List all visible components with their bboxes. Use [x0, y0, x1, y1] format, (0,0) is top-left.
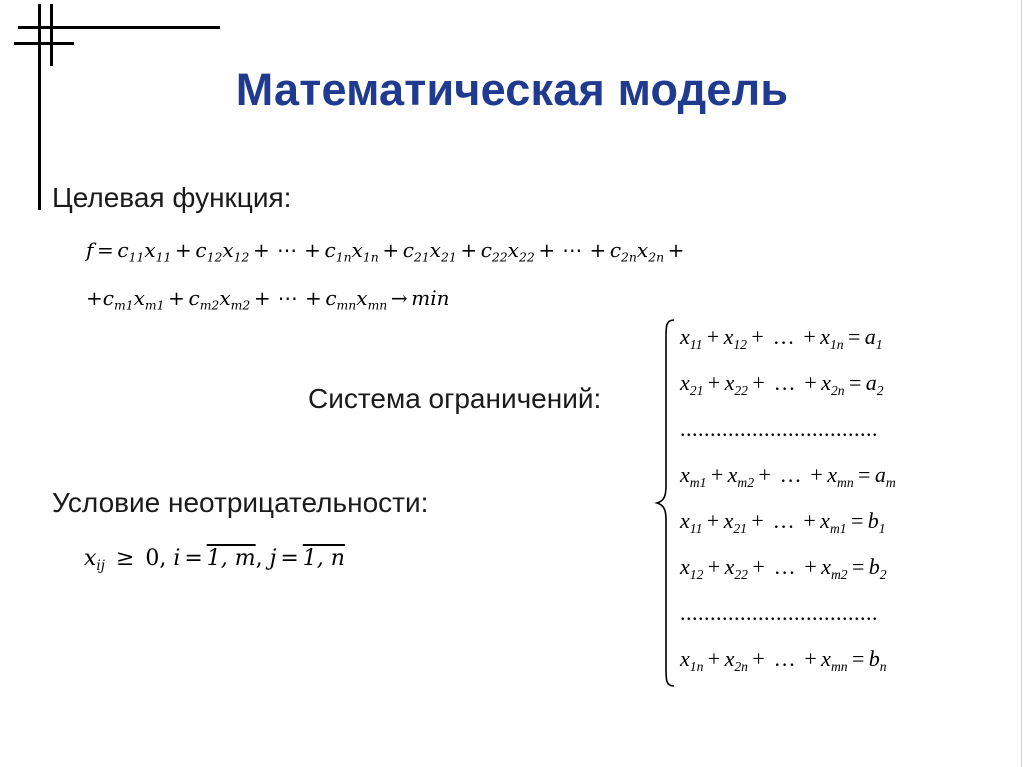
constraint-3-plus-2: + [810, 462, 823, 487]
constraint-0-ellipsis-2: … [772, 324, 795, 349]
constraint-1-ellipsis-2: … [773, 370, 796, 395]
nonneg-condition [84, 546, 345, 574]
objective-l1-sep-2: + [304, 238, 321, 262]
constraint-3-var-3: x [827, 462, 837, 487]
constraint-1-equals: = [848, 370, 862, 395]
constraint-3-plus-0: + [710, 462, 724, 487]
constraint-row-5 [680, 554, 887, 580]
constraint-1-rhs-sub: 2 [876, 382, 884, 398]
constraint-0-rhs-sub: 1 [875, 336, 883, 352]
constraint-4-plus-1: + [751, 508, 764, 533]
constraint-4-equals: = [850, 508, 864, 533]
objective-l1-var-sub-3: 1n [362, 249, 379, 265]
objective-equals: = [97, 238, 114, 262]
objective-heading: Целевая функция: [52, 182, 292, 213]
nonneg-rel: ≥ [115, 546, 135, 571]
nonneg-comma-2: , [255, 546, 263, 571]
objective-l2-sep-2: + [304, 286, 322, 310]
objective-l1-sep-5: + [538, 238, 556, 262]
constraint-5-sub-1: 22 [734, 566, 748, 582]
objective-l1-var-3: x [351, 238, 363, 262]
constraint-1-var-3: x [821, 370, 831, 395]
constraint-3-var-1: x [727, 462, 738, 487]
constraint-7-sub-3: mn [830, 658, 848, 674]
objective-l2-var-sub-0: m1 [144, 297, 165, 313]
nonneg-eq-1: = [184, 546, 203, 571]
constraint-3-plus-1: + [758, 462, 771, 487]
objective-l1-var-0: x [144, 238, 156, 262]
constraint-7-var-1: x [724, 646, 735, 671]
constraint-7-var-3: x [821, 646, 831, 671]
objective-l1-sep-7: + [667, 238, 685, 262]
objective-l2-var-sub-1: m2 [230, 297, 251, 313]
constraint-4-plus-0: + [706, 508, 720, 533]
constraint-3-var-0: x [680, 462, 690, 487]
constraint-7-plus-2: + [804, 646, 817, 671]
objective-l2-var-0: x [133, 286, 145, 310]
constraint-3-sub-0: m1 [689, 474, 707, 490]
nonneg-i: i [173, 546, 181, 571]
constraint-5-ellipsis-2: … [773, 554, 796, 579]
objective-lead-plus: + [86, 286, 103, 310]
objective-l1-coef-sub-4: 21 [413, 249, 430, 265]
constraint-5-plus-0: + [707, 554, 721, 579]
constraint-0-var-1: x [723, 324, 734, 349]
objective-l2-coef-0: c [102, 286, 114, 310]
constraint-0-plus-0: + [706, 324, 720, 349]
objective-l2-sep-1: + [253, 286, 271, 310]
constraint-5-equals: = [851, 554, 865, 579]
objective-l1-coef-7: c [609, 238, 622, 262]
nonneg-eq-2: = [280, 546, 299, 571]
constraint-4-sub-1: 21 [733, 520, 747, 536]
constraint-4-rhs: b [867, 508, 879, 533]
objective-l2-var-sub-3: mn [367, 297, 388, 313]
objective-l2-coef-sub-3: mn [336, 297, 357, 313]
objective-l2-var-1: x [219, 286, 231, 310]
constraint-7-equals: = [851, 646, 865, 671]
objective-l1-coef-0: c [117, 238, 129, 262]
constraint-4-sub-0: 11 [689, 520, 703, 536]
objective-l1-coef-sub-1: 12 [206, 249, 223, 265]
constraints-heading: Система ограничений: [308, 383, 602, 414]
constraint-5-sub-3: m2 [830, 566, 848, 582]
constraint-row-7 [680, 646, 887, 672]
constraint-7-sub-0: 1n [689, 658, 704, 674]
constraint-5-sub-0: 12 [689, 566, 704, 582]
objective-l1-sep-3: + [382, 238, 400, 262]
constraint-0-plus-2: + [803, 324, 816, 349]
objective-l1-var-2: ⋯ [276, 238, 297, 262]
objective-l2-sep-0: + [168, 286, 185, 310]
constraint-7-sub-1: 2n [734, 658, 748, 674]
objective-l1-sep-0: + [175, 238, 192, 262]
objective-l1-coef-4: c [402, 238, 414, 262]
constraint-row-1 [680, 370, 884, 396]
constraint-dots-2: ................................. [680, 416, 878, 441]
objective-l1-sep-4: + [460, 238, 478, 262]
objective-l1-var-7: x [636, 238, 649, 262]
constraint-1-plus-2: + [804, 370, 817, 395]
constraint-5-plus-1: + [752, 554, 765, 579]
objective-function-line-1 [86, 238, 688, 265]
objective-lhs: f [86, 238, 94, 262]
constraint-1-sub-1: 22 [734, 382, 748, 398]
constraint-7-plus-0: + [707, 646, 721, 671]
constraint-4-rhs-sub: 1 [878, 520, 886, 536]
nonneg-var-sub: ij [96, 557, 106, 574]
constraint-0-var-3: x [820, 324, 830, 349]
objective-l2-coef-sub-0: m1 [113, 297, 134, 313]
constraint-1-sub-3: 2n [830, 382, 845, 398]
decor-horizontal-line-short [14, 42, 74, 45]
constraint-7-var-0: x [680, 646, 690, 671]
objective-l1-var-sub-1: 12 [233, 249, 250, 265]
constraint-5-var-0: x [680, 554, 690, 579]
objective-l2-coef-sub-1: m2 [199, 297, 220, 313]
constraint-row-3 [680, 462, 896, 488]
objective-l1-coef-sub-5: 22 [491, 249, 508, 265]
objective-l1-coef-sub-7: 2n [621, 249, 637, 265]
constraint-7-plus-1: + [752, 646, 765, 671]
constraint-1-var-1: x [724, 370, 735, 395]
objective-l1-var-5: x [507, 238, 519, 262]
constraint-0-sub-3: 1n [829, 336, 844, 352]
objective-l1-var-6: ⋯ [562, 238, 583, 262]
objective-l1-var-sub-0: 11 [155, 249, 172, 265]
constraint-4-var-3: x [820, 508, 830, 533]
constraint-1-plus-1: + [752, 370, 765, 395]
objective-function-line-2 [86, 286, 450, 313]
constraint-4-plus-2: + [803, 508, 816, 533]
constraint-1-var-0: x [680, 370, 690, 395]
objective-l1-sep-1: + [253, 238, 270, 262]
constraint-3-equals: = [858, 462, 871, 487]
constraint-0-plus-1: + [751, 324, 764, 349]
objective-l1-var-sub-5: 22 [518, 249, 535, 265]
decor-horizontal-line-long [18, 26, 220, 29]
objective-l1-var-sub-4: 21 [440, 249, 457, 265]
nonneg-comma-1: , [159, 546, 167, 571]
constraint-5-var-1: x [724, 554, 735, 579]
constraint-4-var-1: x [723, 508, 734, 533]
nonneg-var: x [84, 546, 97, 571]
objective-l1-coef-sub-3: 1n [335, 249, 352, 265]
constraint-5-var-3: x [821, 554, 831, 579]
nonneg-range-i: 1, m [206, 546, 256, 571]
objective-goal: min [411, 286, 450, 310]
constraint-3-ellipsis-2: … [779, 462, 802, 487]
constraint-row-4 [680, 508, 886, 534]
constraint-3-sub-1: m2 [737, 474, 755, 490]
objective-l2-coef-3: c [325, 286, 337, 310]
constraint-dots-6: ................................. [680, 600, 878, 625]
constraint-0-sub-0: 11 [689, 336, 703, 352]
constraint-0-rhs: a [864, 324, 876, 349]
nonneg-heading: Условие неотрицательности: [52, 487, 429, 518]
constraint-1-plus-0: + [707, 370, 721, 395]
constraint-0-var-0: x [680, 324, 690, 349]
constraint-0-equals: = [847, 324, 861, 349]
constraint-row-0 [680, 324, 883, 350]
nonneg-range-j: 1, n [302, 546, 345, 571]
constraint-7-rhs: b [868, 646, 880, 671]
page-title: Математическая модель [235, 64, 789, 115]
objective-l2-var-3: x [356, 286, 368, 310]
decor-vertical-line-short [50, 4, 53, 66]
nonneg-j: j [269, 546, 277, 571]
objective-arrow: → [390, 286, 408, 310]
constraint-0-sub-1: 12 [733, 336, 747, 352]
constraint-1-sub-0: 21 [689, 382, 704, 398]
constraint-4-ellipsis-2: … [772, 508, 795, 533]
nonneg-zero: 0 [145, 546, 160, 571]
objective-l1-var-1: x [222, 238, 234, 262]
left-brace-icon [654, 318, 678, 688]
constraint-system [654, 318, 974, 688]
objective-l1-coef-1: c [195, 238, 207, 262]
constraint-7-ellipsis-2: … [773, 646, 796, 671]
constraint-4-sub-3: m1 [829, 520, 847, 536]
objective-l1-sep-6: + [589, 238, 607, 262]
constraint-3-rhs-sub: m [885, 474, 896, 490]
objective-l2-coef-1: c [188, 286, 200, 310]
constraint-5-rhs-sub: 2 [879, 566, 887, 582]
constraint-3-rhs: a [874, 462, 886, 487]
objective-l1-coef-sub-0: 11 [128, 249, 145, 265]
objective-l1-var-4: x [429, 238, 441, 262]
objective-l1-coef-5: c [480, 238, 492, 262]
constraint-7-rhs-sub: n [879, 658, 887, 674]
objective-l1-coef-3: c [324, 238, 336, 262]
constraint-4-var-0: x [680, 508, 690, 533]
constraint-5-plus-2: + [804, 554, 817, 579]
constraint-3-sub-3: mn [837, 474, 854, 490]
objective-l1-var-sub-7: 2n [648, 249, 665, 265]
objective-l2-var-2: ⋯ [277, 286, 298, 310]
constraint-1-rhs: a [865, 370, 877, 395]
constraint-5-rhs: b [868, 554, 880, 579]
